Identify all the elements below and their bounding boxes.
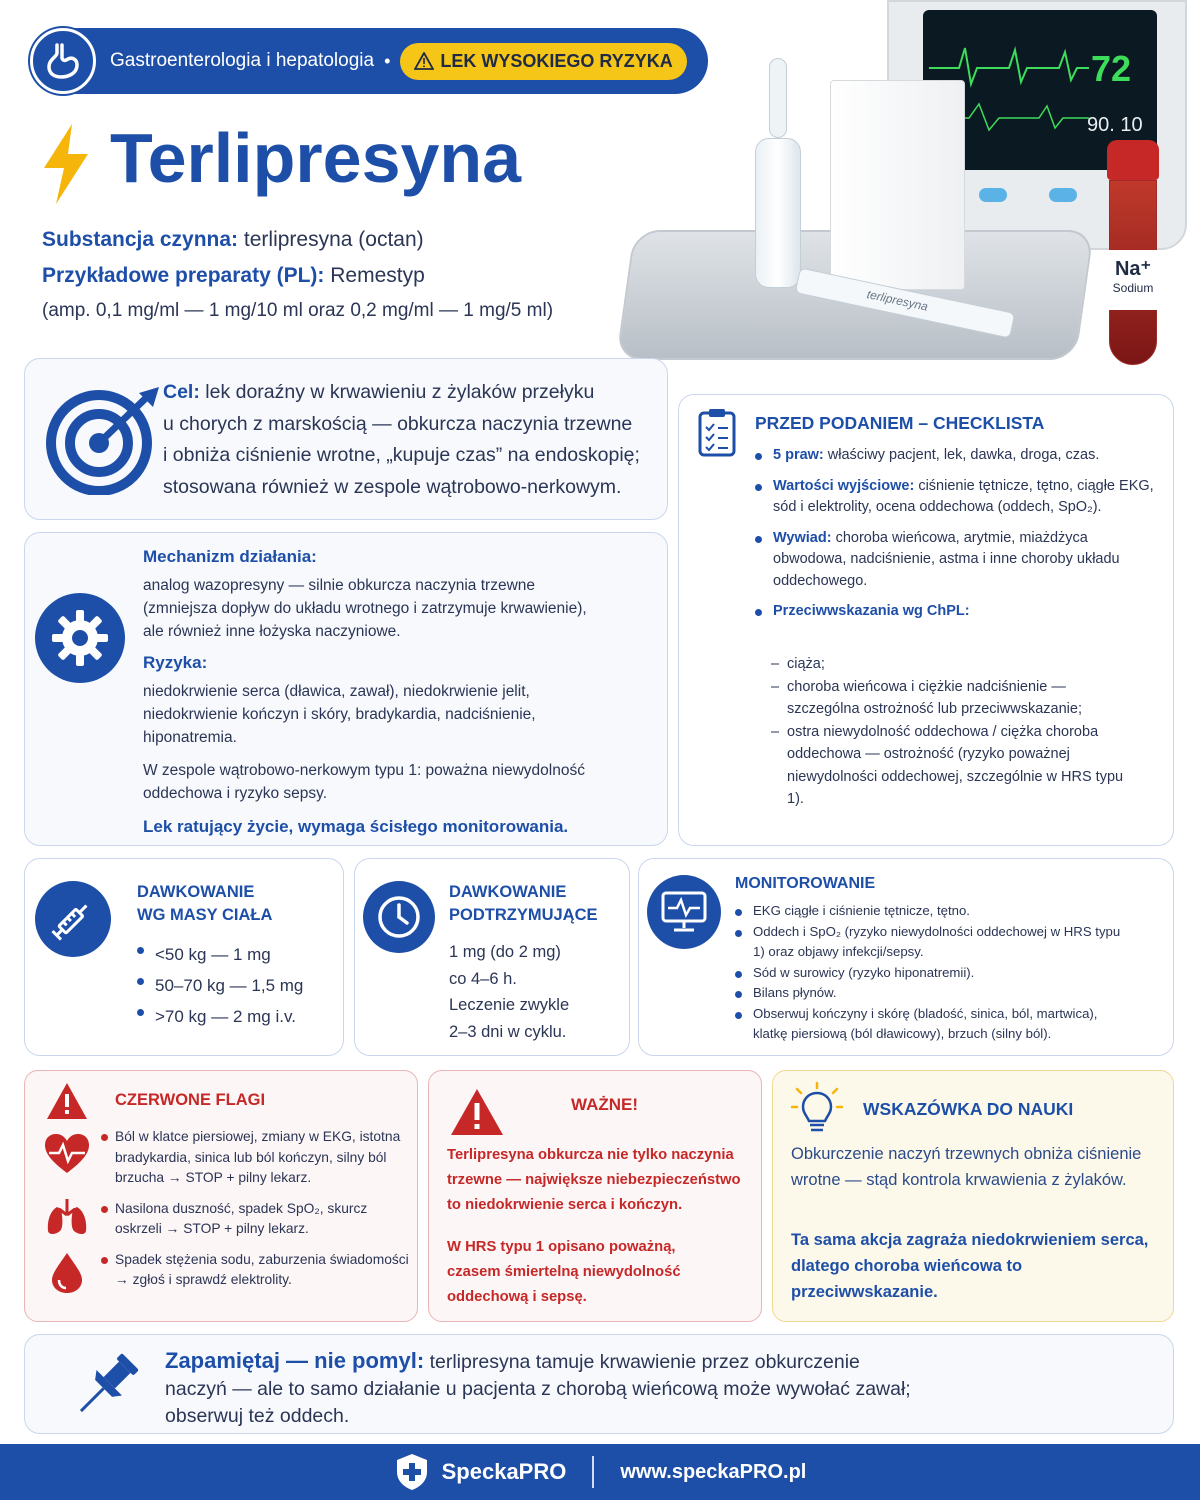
blood-drop-icon	[49, 1251, 85, 1295]
mechanism-conclusion: Lek ratujący życie, wymaga ścisłego monitorowania.	[143, 817, 569, 836]
checklist-title: PRZED PODANIEM – CHECKLISTA	[755, 413, 1045, 433]
warning-triangle-icon	[449, 1087, 505, 1137]
target-icon	[43, 385, 167, 495]
footer-divider	[592, 1456, 594, 1488]
high-risk-badge: LEK WYSOKIEGO RYZYKA	[400, 43, 686, 80]
red-flags-title: CZERWONE FLAGI	[115, 1091, 266, 1109]
heart-rate-value: 72	[1091, 48, 1132, 89]
dosing-weight-title: DAWKOWANIE WG MASY CIAŁA	[137, 883, 273, 924]
study-tip-text-2: Ta sama akcja zagraża niedokrwieniem serca, dlatego choroba wieńcowa to przeciwwskazanie.	[791, 1231, 1149, 1301]
monitor-icon	[647, 875, 721, 949]
lightbulb-icon	[791, 1081, 843, 1139]
warning-triangle-icon	[45, 1081, 89, 1121]
substance-line: Substancja czynna: terlipresyna (octan)	[42, 228, 424, 251]
clipboard-icon	[697, 407, 737, 457]
risks-title: Ryzyka:	[143, 653, 208, 672]
ampoule	[755, 58, 801, 288]
footer	[0, 1444, 1200, 1500]
clock-icon	[363, 881, 435, 953]
study-tip-text-1: Obkurczenie naczyń trzewnych obniża ciśnienie wrotne — stąd kontrola krwawienia z żylaków.	[791, 1145, 1142, 1189]
list-item: <50 kg — 1 mg	[137, 939, 303, 970]
goal-text: Cel: lek doraźny w krwawieniu z żylaków przełyku u chorych z marskością — obkurcza naczynia trzewne i obniża ciśnienie wrotne, „kupuje czas” na endoskopię; stosowana również w zespole wątrobowo-nerkowym.	[163, 381, 640, 498]
monitor-button[interactable]	[979, 188, 1007, 202]
list-item: Ból w klatce piersiowej, zmiany w EKG, istotna bradykardia, sinica lub ból kończyn, silny ból brzucha → STOP + pilny lekarz.	[101, 1127, 413, 1189]
list-item: EKG ciągłe i ciśnienie tętnicze, tętno.	[735, 901, 1135, 922]
pushpin-icon	[65, 1347, 145, 1427]
list-item: Oddech i SpO₂ (ryzyko niewydolności oddechowej w HRS typu 1) oraz objawy infekcji/sepsy.	[735, 922, 1135, 963]
red-flags-card	[24, 1070, 418, 1322]
medicine-box	[830, 80, 965, 290]
dosing-maintenance-title: DAWKOWANIE PODTRZYMUJĄCE	[449, 883, 598, 924]
blood-tube	[1105, 140, 1161, 365]
website-link[interactable]: www.speckaPRO.pl	[620, 1460, 807, 1483]
brand-name: SpeckaPRO	[441, 1459, 567, 1484]
syringe: terlipresyna	[795, 267, 1016, 338]
list-item: Sód w surowicy (ryzyko hiponatremii).	[735, 963, 1135, 984]
dosing-maintenance-text: 1 mg (do 2 mg) co 4–6 h. Leczenie zwykle 2–3 dni w cyklu.	[449, 943, 570, 1041]
sodium-label: Sodium	[1112, 281, 1154, 295]
list-item: Spadek stężenia sodu, zaburzenia świadomości → zgłoś i sprawdź elektrolity.	[101, 1250, 413, 1291]
mechanism-title: Mechanizm działania:	[143, 547, 317, 566]
category-banner: Gastroenterologia i hepatologia • LEK WYSOKIEGO RYZYKA	[30, 28, 708, 94]
list-item: Nasilona duszność, spadek SpO₂, skurcz oskrzeli → STOP + pilny lekarz.	[101, 1199, 413, 1240]
monitor-button[interactable]	[1049, 188, 1077, 202]
monitoring-card	[638, 858, 1174, 1056]
lungs-icon	[45, 1197, 89, 1237]
preparations-detail: (amp. 0,1 mg/ml — 1 mg/10 ml oraz 0,2 mg/ml — 1 mg/5 ml)	[42, 300, 554, 321]
list-item: – choroba wieńcowa i ciężkie nadciśnienie — szczególna ostrożność lub przeciwwskazanie;	[771, 676, 1141, 721]
list-item: – ostra niewydolność oddechowa / ciężka choroba oddechowa — ostrożność (ryzyko poważnej niewydolności oddechowej, szczególnie w HRS typu 1).	[771, 721, 1141, 811]
pressure-value: 90. 10	[1087, 114, 1143, 136]
goal-card	[24, 358, 668, 520]
shield-cross-icon	[394, 1452, 430, 1492]
list-item: – ciąża;	[771, 653, 1141, 676]
stomach-icon	[30, 28, 96, 94]
important-text-2: W HRS typu 1 opisano poważną, czasem śmiertelną niewydolność oddechową i sepsę.	[447, 1239, 681, 1305]
page-title: Terlipresyna	[110, 119, 522, 197]
checklist-card	[678, 394, 1174, 846]
dosing-weight-card	[24, 858, 344, 1056]
study-tip-title: WSKAZÓWKA DO NAUKI	[863, 1099, 1074, 1119]
list-item: >70 kg — 2 mg i.v.	[137, 1001, 303, 1032]
important-text-1: Terlipresyna obkurcza nie tylko naczynia trzewne — największe niebezpieczeństwo to niedokrwienie serca i kończyn.	[447, 1147, 741, 1213]
dosing-weight-list	[137, 939, 303, 1032]
gear-icon	[35, 593, 125, 683]
important-card	[428, 1070, 762, 1322]
hero-illustration	[615, 0, 1200, 370]
category-label: Gastroenterologia i hepatologia	[110, 50, 375, 71]
list-item: 5 praw: właściwy pacjent, lek, dawka, droga, czas.	[755, 445, 1155, 467]
dosing-maintenance-card	[354, 858, 630, 1056]
list-item: Bilans płynów.	[735, 983, 1135, 1004]
list-item: Przeciwwskazania wg ChPL:	[755, 601, 1155, 623]
contraindications-list	[771, 653, 1141, 811]
heart-pulse-icon	[43, 1133, 91, 1175]
important-title: WAŻNE!	[571, 1095, 639, 1114]
list-item: Obserwuj kończyny i skórę (bladość, sinica, ból, martwica), klatkę piersiową (ból dławicowy), brzuch (silny ból).	[735, 1004, 1135, 1045]
remember-banner	[24, 1334, 1174, 1434]
mechanism-text: Mechanizm działania: analog wazopresyny — silnie obkurcza naczynia trzewne (zmniejsza dopływ do układu wrotnego i zatrzymuje krwawienie), ale również inne łożyska naczyniowe. Ryzyka: niedokrwienie serca (dławica, zawał), niedokrwienie jelit, niedokrwienie kończyn i skóry, bradykardia, nadciśnienie, hiponatremia. W zespole wątrobowo-nerkowym typu 1: poważna niewydolność oddechowa i ryzyko sepsy. Lek ratujący życie, wymaga ścisłego monitorowania.	[143, 545, 658, 838]
warning-icon	[414, 52, 434, 70]
syringe-icon	[35, 881, 111, 957]
list-item: 50–70 kg — 1,5 mg	[137, 970, 303, 1001]
monitoring-list	[735, 901, 1135, 1045]
lightning-icon	[38, 124, 94, 204]
list-item: Wywiad: choroba wieńcowa, arytmie, miażdżyca obwodowa, nadciśnienie, astma i inne choroby układu oddechowego.	[755, 528, 1155, 593]
sodium-symbol: Na⁺	[1114, 258, 1152, 280]
remember-text: Zapamiętaj — nie pomyl: terlipresyna tamuje krwawienie przez obkurczenie naczyń — ale to samo działanie u pacjenta z chorobą wieńcową może wywołać zawał; obserwuj też oddech.	[165, 1348, 911, 1427]
red-flags-list	[101, 1127, 413, 1291]
study-tip-card	[772, 1070, 1174, 1322]
mechanism-card	[24, 532, 668, 846]
preparations-line: Przykładowe preparaty (PL): Remestyp	[42, 264, 425, 287]
monitoring-title: MONITOROWANIE	[735, 875, 876, 892]
list-item: Wartości wyjściowe: ciśnienie tętnicze, tętno, ciągłe EKG, sód i elektrolity, ocena oddechowa (oddech, SpO₂).	[755, 476, 1155, 519]
checklist-items	[755, 445, 1155, 623]
